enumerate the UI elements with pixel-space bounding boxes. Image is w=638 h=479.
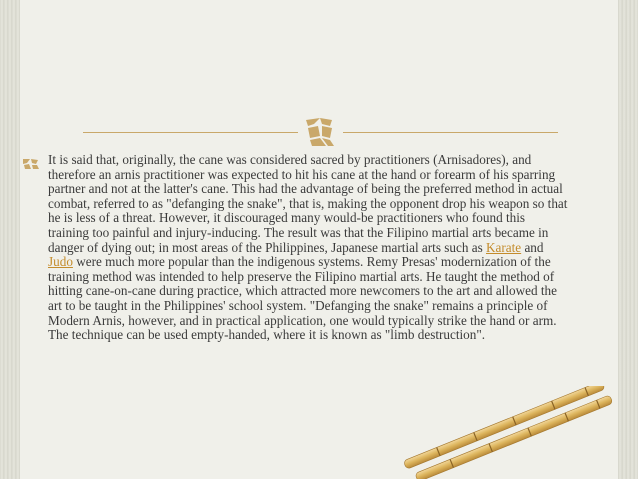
judo-link[interactable]: Judo — [48, 254, 73, 270]
paragraph-text-part2: and — [521, 239, 544, 255]
paragraph-text-part3: were much more popular than the indigenous systems. Remy Presas' modernization of the training method was intended to help preserve the Filipino martial arts. He taught the method of hitting cane-on-cane during practice, which attracted more newcomers to the art and allowed the art to be taught in the Philippines' school system. "Defanging the snake" remains a principle of Modern Arnis, however, and in practical application, one would typically strike the hand or arm. The technique can be used empty-handed, where it is known as "limb destruction". — [48, 254, 557, 343]
header-divider-left — [83, 132, 298, 133]
body-paragraph — [48, 153, 568, 343]
paragraph-text-part1: It is said that, originally, the cane was considered sacred by practitioners (Arnisadores), and therefore an arnis practitioner was expected to hit his cane at the hand or forearm of his sparring partner and not at the latter's cane. This had the advantage of being the preferred method in actual combat, referred to as "defanging the snake", that is, making the opponent drop his weapon so that he is less of a threat. However, it discouraged many would-be practitioners who found this training too painful and injury-inducing. The result was that the Filipino martial arts became in danger of dying out; in most areas of the Philippines, Japanese martial arts such as — [48, 152, 568, 255]
bullet-icon — [22, 158, 40, 170]
right-frame-border — [618, 0, 638, 479]
left-frame-border — [0, 0, 20, 479]
header-divider-right — [343, 132, 558, 133]
ornament-icon — [300, 114, 340, 150]
arnis-sticks-icon — [396, 386, 618, 479]
karate-link[interactable]: Karate — [486, 239, 522, 255]
